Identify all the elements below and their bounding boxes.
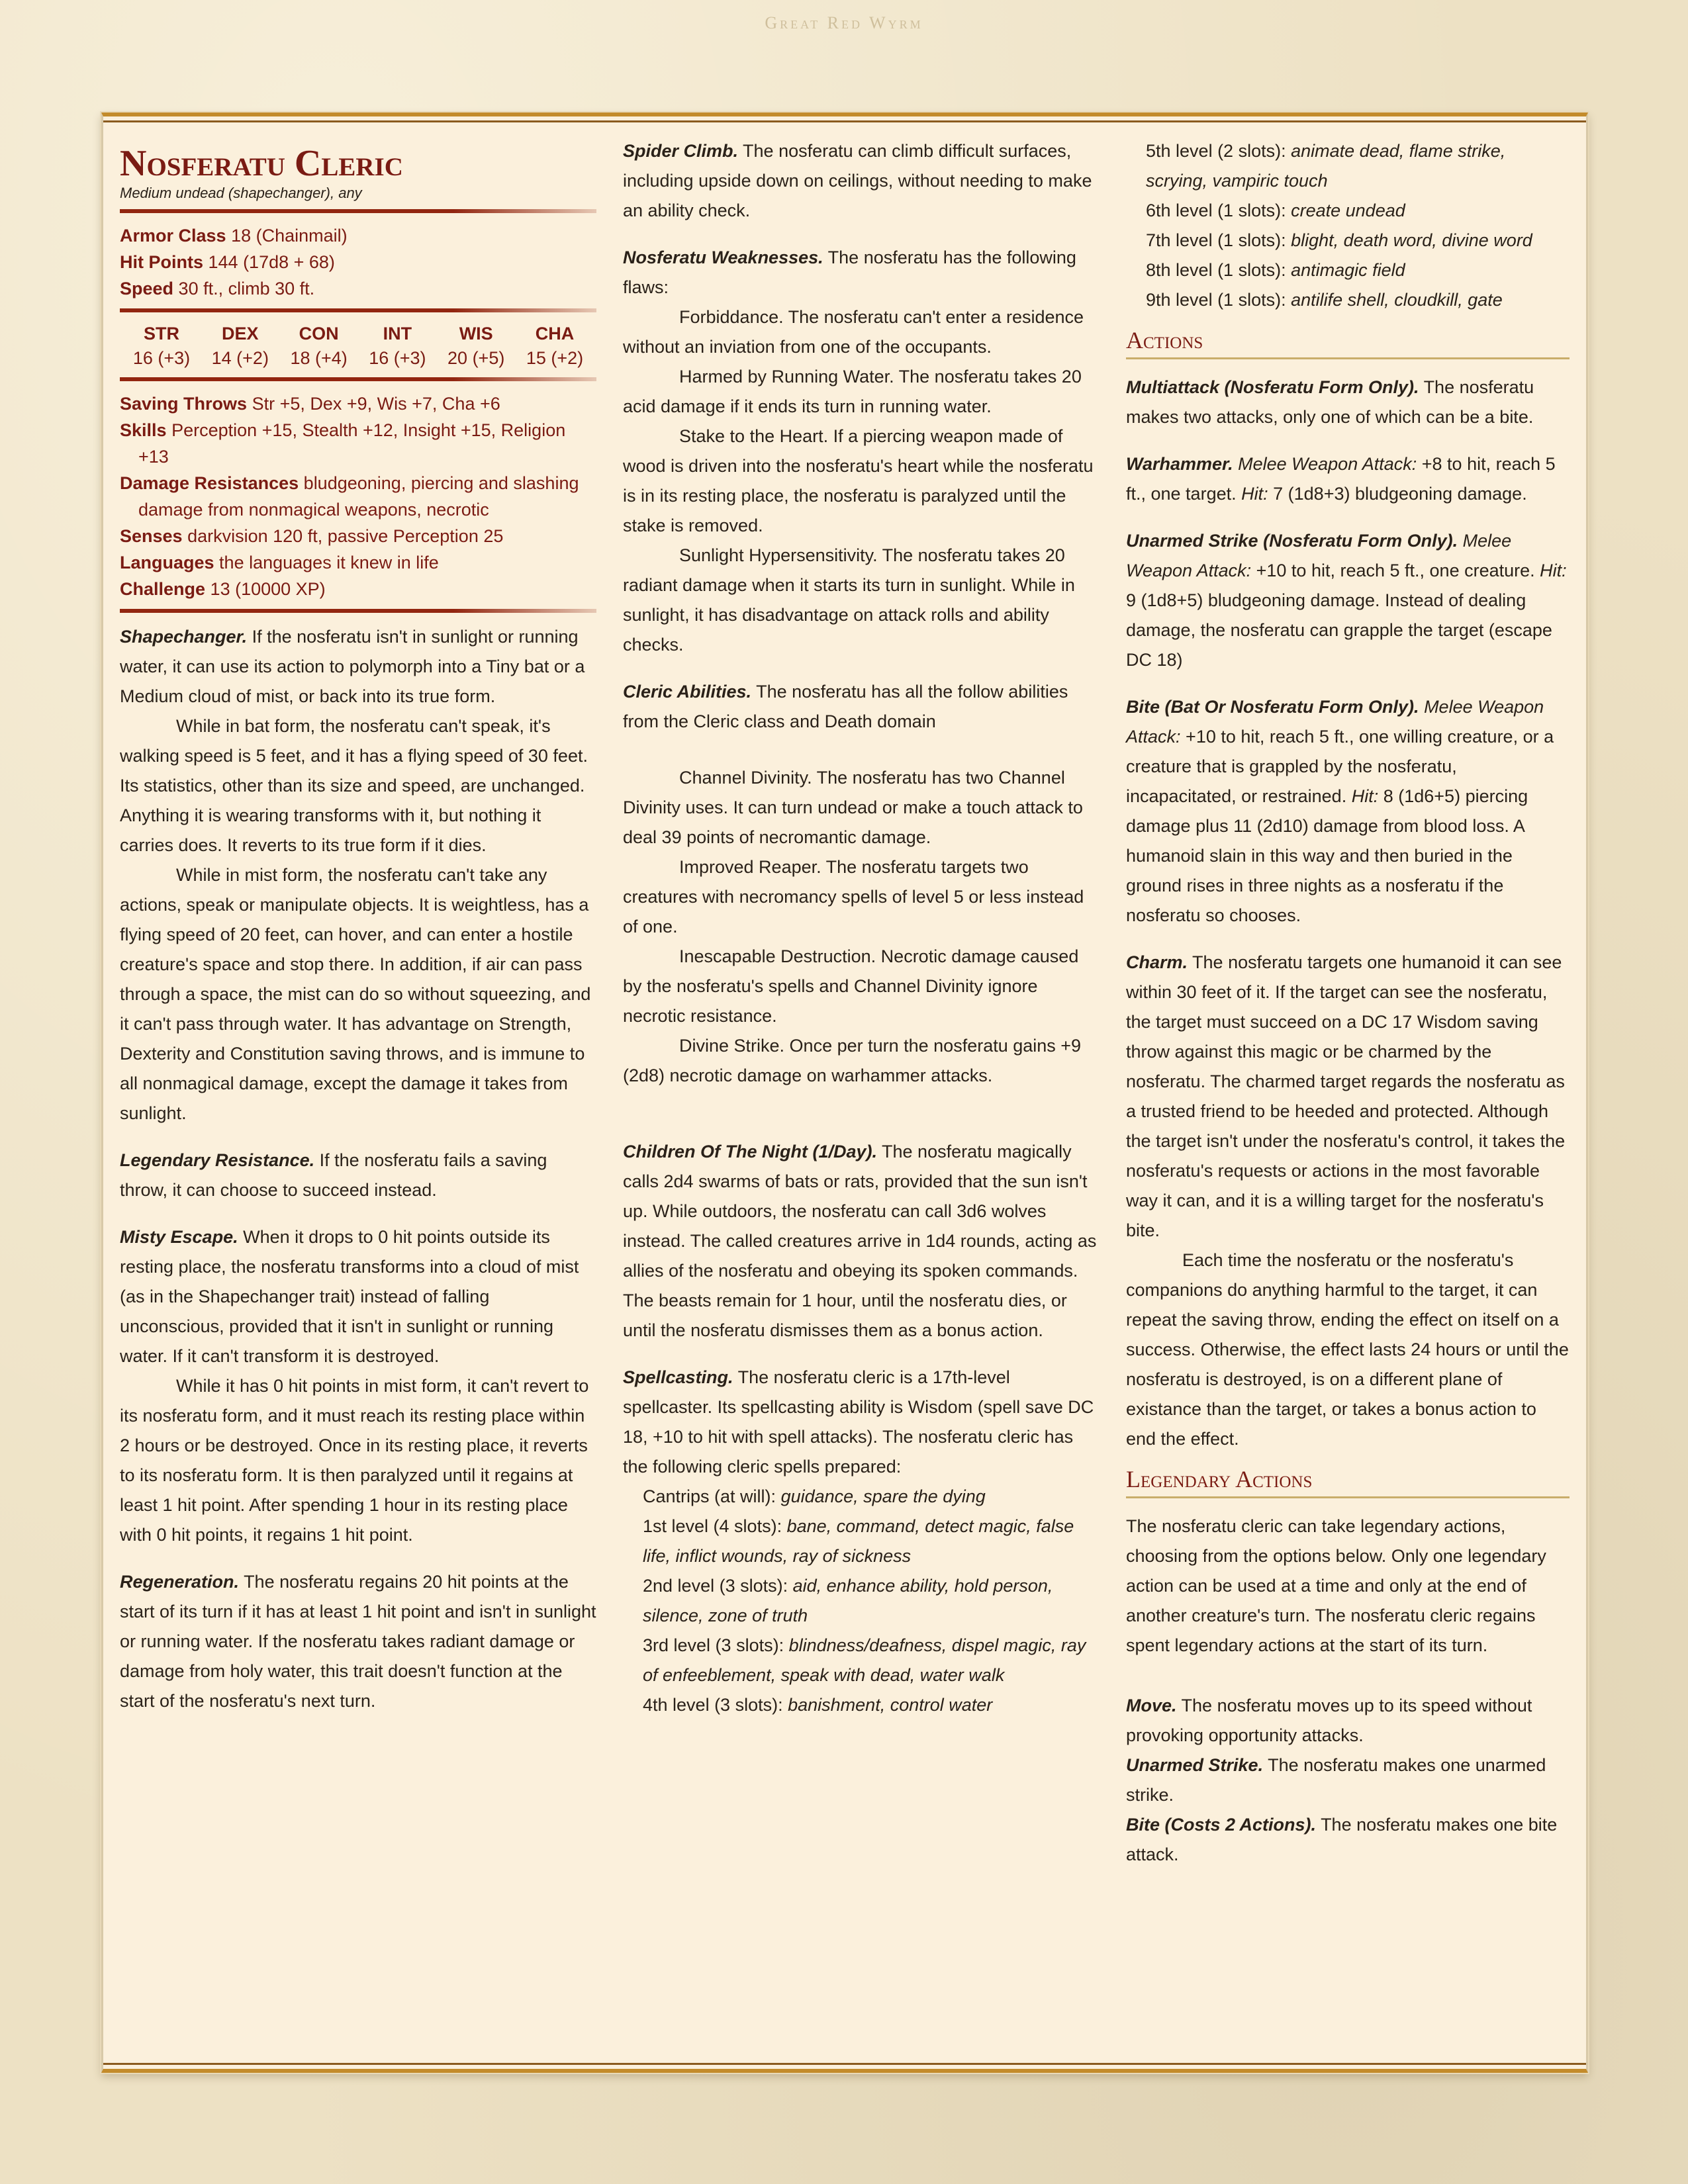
trait-text: The nosferatu magically calls 2d4 swarms of bats or rats, provided that the sun isn't up. While outdoors, the nosferatu can call 3d6 wolves instead. The called creatures arrive in 1d4 rounds, acting as allies of the nosferatu and obeying its spoken commands. The beasts remain for 1 hour, until the nosferatu dies, or until the nosferatu dismisses them as a bonus action. xyxy=(623,1142,1097,1340)
attack-text: +8 to hit, reach 5 ft., one target. xyxy=(1126,454,1556,504)
attack-type: Melee Weapon Attack: xyxy=(1238,454,1417,474)
action-multiattack xyxy=(1126,373,1570,432)
trait-shapechanger xyxy=(120,622,596,711)
damage-resistances-value: bludgeoning, piercing and slashing damage from nonmagical weapons, necrotic xyxy=(138,473,579,520)
trait-name: Children Of The Night (1/Day). xyxy=(623,1142,878,1161)
column-2 xyxy=(623,136,1100,1720)
legendary-action-name: Bite (Costs 2 Actions). xyxy=(1126,1815,1317,1835)
spell-list: create undead xyxy=(1291,201,1405,220)
spell-list: blindness/deafness, dispel magic, ray of enfeeblement, speak with dead, water walk xyxy=(643,1635,1086,1685)
trait-text: The nosferatu has the following flaws: xyxy=(623,248,1076,297)
trait-text: The nosferatu regains 20 hit points at the start of its turn if it has at least 1 hit point and isn't in sunlight or running water. If the nosferatu takes radiant damage or damage from holy water, this trait doesn't function at the start of the nosferatu's next turn. xyxy=(120,1572,596,1711)
background-header-text: Great Red Wyrm xyxy=(765,13,923,32)
trait-children-of-the-night xyxy=(623,1137,1100,1345)
legendary-action-name: Unarmed Strike. xyxy=(1126,1755,1264,1775)
trait-text: The nosferatu can climb difficult surfaces, including upside down on ceilings, without needing to make an ability check. xyxy=(623,141,1092,220)
trait-weaknesses xyxy=(623,243,1100,302)
action-unarmed-strike xyxy=(1126,526,1570,675)
action-text: The nosferatu targets one humanoid it can see within 30 feet of it. If the target can see the nosferatu, the target must succeed on a DC 17 Wisdom saving throw against this magic or be charmed by the nosferatu. The charmed target regards the nosferatu as a trusted friend to be heeded and protected. Although the target isn't under the nosferatu's control, it takes the nosferatu's requests or actions in the most favorable way it can, and it is a willing target for the nosferatu's bite. xyxy=(1126,952,1566,1240)
spell-level-label: Cantrips (at will): xyxy=(643,1486,776,1506)
damage-resistances xyxy=(120,470,596,523)
hit-label: Hit: xyxy=(1351,786,1379,806)
skills xyxy=(120,417,596,470)
trait-name: Shapechanger. xyxy=(120,627,248,647)
spell-list: antilife shell, cloudkill, gate xyxy=(1291,290,1503,310)
legendary-action-name: Move. xyxy=(1126,1696,1177,1715)
armor-class-label: Armor Class xyxy=(120,226,226,246)
ability-value: 16 (+3) xyxy=(132,348,191,368)
spell-level-label: 5th level (2 slots): xyxy=(1146,141,1286,161)
ability-scores xyxy=(120,322,596,371)
languages xyxy=(120,549,596,576)
weakness-item: Stake to the Heart. If a piercing weapon made of wood is driven into the nosferatu's heart while the nosferatu is in its resting place, the nosferatu is paralyzed until the stake is removed. xyxy=(623,426,1094,535)
monster-subtitle: Medium undead (shapechanger), any xyxy=(120,185,362,201)
hit-label: Hit: xyxy=(1241,484,1268,504)
action-warhammer xyxy=(1126,449,1570,509)
trait-name: Regeneration. xyxy=(120,1572,240,1592)
cleric-ability-item: Inescapable Destruction. Necrotic damage caused by the nosferatu's spells and Channel Divinity ignore necrotic resistance. xyxy=(623,946,1079,1026)
damage-text: 9 (1d8+5) bludgeoning damage. Instead of dealing damage, the nosferatu can grapple the target (escape DC 18) xyxy=(1126,590,1552,670)
stat-block-frame xyxy=(101,113,1588,2073)
divider xyxy=(120,609,596,613)
trait-text: When it drops to 0 hit points outside its resting place, the nosferatu transforms into a cloud of mist (as in the Shapechanger trait) instead of falling unconscious, provided that it isn't in sunlight or running water. If it can't transform it is destroyed. xyxy=(120,1227,579,1366)
attack-type: Melee Weapon Attack: xyxy=(1126,697,1544,747)
divider xyxy=(120,308,596,312)
challenge-value: 13 (10000 XP) xyxy=(210,579,326,599)
ability-value: 15 (+2) xyxy=(526,348,584,368)
trait-text: If the nosferatu fails a saving throw, it can choose to succeed instead. xyxy=(120,1150,547,1200)
legendary-bite xyxy=(1126,1810,1570,1870)
hit-label: Hit: xyxy=(1540,561,1567,580)
trait-paragraph: While it has 0 hit points in mist form, it can't revert to its nosferatu form, and it must reach its resting place within 2 hours or be destroyed. Once in its resting place, it reverts to its nosferatu form. It is then paralyzed until it regains at least 1 hit point. After spending 1 hour in its resting place with 0 hit points, it regains 1 hit point. xyxy=(120,1376,589,1545)
ability-name: CON xyxy=(299,324,339,343)
ability-name: INT xyxy=(383,324,412,343)
spell-level-line xyxy=(1126,285,1570,315)
weakness-item: Forbiddance. The nosferatu can't enter a residence without an inviation from one of the occupants. xyxy=(623,307,1084,357)
action-charm xyxy=(1126,948,1570,1246)
trait-spellcasting xyxy=(623,1363,1100,1482)
legendary-actions-heading: Legendary Actions xyxy=(1126,1465,1570,1498)
ability-value: 14 (+2) xyxy=(211,348,269,368)
spell-level-label: 2nd level (3 slots): xyxy=(643,1576,788,1596)
senses-value: darkvision 120 ft, passive Perception 25 xyxy=(187,526,504,546)
skills-label: Skills xyxy=(120,420,167,440)
senses xyxy=(120,523,596,549)
saving-throws xyxy=(120,390,596,417)
trait-spider-climb xyxy=(623,136,1100,226)
spell-level-label: 7th level (1 slots): xyxy=(1146,230,1286,250)
spell-level-label: 1st level (4 slots): xyxy=(643,1516,782,1536)
ability-cha xyxy=(518,322,591,371)
hit-points xyxy=(120,249,596,275)
action-name: Charm. xyxy=(1126,952,1188,972)
armor-class-value: 18 (Chainmail) xyxy=(231,226,348,246)
spell-level-line xyxy=(623,1571,1100,1631)
action-name: Bite (Bat Or Nosferatu Form Only). xyxy=(1126,697,1419,717)
spell-list: antimagic field xyxy=(1291,260,1405,280)
hit-points-label: Hit Points xyxy=(120,252,203,272)
spell-list: banishment, control water xyxy=(788,1695,993,1715)
trait-text: The nosferatu cleric is a 17th-level spellcaster. Its spellcasting ability is Wisdom (spell save DC 18, +10 to hit with spell attacks). The nosferatu cleric has the following cleric spells prepared: xyxy=(623,1367,1094,1477)
speed xyxy=(120,275,596,302)
damage-resistances-label: Damage Resistances xyxy=(120,473,299,493)
saving-throws-label: Saving Throws xyxy=(120,394,248,414)
divider xyxy=(120,209,596,213)
spacer xyxy=(623,737,1100,763)
trait-paragraph: While in bat form, the nosferatu can't speak, it's walking speed is 5 feet, and it has a flying speed of 30 feet. Its statistics, other than its size and speed, are unchanged. Anything it is wearing transforms with it, but nothing it carries does. It reverts to its true form if it dies. xyxy=(120,716,588,855)
speed-label: Speed xyxy=(120,279,174,298)
trait-misty-escape xyxy=(120,1222,596,1371)
action-text: The nosferatu makes two attacks, only one of which can be a bite. xyxy=(1126,377,1534,427)
ability-name: STR xyxy=(144,324,179,343)
legendary-action-text: The nosferatu makes one bite attack. xyxy=(1126,1815,1558,1864)
ability-wis xyxy=(440,322,512,371)
legendary-action-text: The nosferatu moves up to its speed without provoking opportunity attacks. xyxy=(1126,1696,1532,1745)
action-bite xyxy=(1126,692,1570,931)
challenge-label: Challenge xyxy=(120,579,206,599)
legendary-action-text: The nosferatu makes one unarmed strike. xyxy=(1126,1755,1546,1805)
senses-label: Senses xyxy=(120,526,183,546)
column-3 xyxy=(1126,136,1570,1870)
cleric-ability-item: Improved Reaper. The nosferatu targets two creatures with necromancy spells of level 5 or less instead of one. xyxy=(623,857,1084,936)
action-name: Multiattack (Nosferatu Form Only). xyxy=(1126,377,1419,397)
spell-level-line xyxy=(623,1482,1100,1512)
trait-text: If the nosferatu isn't in sunlight or running water, it can use its action to polymorph into a Tiny bat or a Medium cloud of mist, or back into its true form. xyxy=(120,627,585,706)
ability-con xyxy=(283,322,355,371)
trait-name: Nosferatu Weaknesses. xyxy=(623,248,823,267)
attack-type: Melee Weapon Attack: xyxy=(1126,531,1512,580)
spell-level-label: 3rd level (3 slots): xyxy=(643,1635,784,1655)
trait-text: The nosferatu has all the follow abilities from the Cleric class and Death domain xyxy=(623,682,1068,731)
action-paragraph: Each time the nosferatu or the nosferatu's companions do anything harmful to the target, it can repeat the saving throw, ending the effect on itself on a success. Otherwise, the effect lasts 24 hours or until the nosferatu is destroyed, is on a different plane of existance than the target, or takes a bonus action to end the effect. xyxy=(1126,1250,1569,1449)
divider xyxy=(120,377,596,381)
spell-list: blight, death word, divine word xyxy=(1291,230,1532,250)
challenge xyxy=(120,576,596,602)
cleric-ability-item: Divine Strike. Once per turn the nosferatu gains +9 (2d8) necrotic damage on warhammer attacks. xyxy=(623,1036,1082,1085)
weakness-item: Sunlight Hypersensitivity. The nosferatu takes 20 radiant damage when it starts its turn in sunlight. While in sunlight, it has disadvantage on attack rolls and ability checks. xyxy=(623,545,1075,655)
spell-level-line xyxy=(1126,196,1570,226)
spell-level-line xyxy=(623,1512,1100,1571)
legendary-intro: The nosferatu cleric can take legendary actions, choosing from the options below. Only one legendary action can be used at a time and only at the end of another creature's turn. The nosferatu cleric regains spent legendary actions at the start of its turn. xyxy=(1126,1516,1546,1655)
skills-value: Perception +15, Stealth +12, Insight +15, Religion +13 xyxy=(138,420,566,467)
hit-points-value: 144 (17d8 + 68) xyxy=(208,252,335,272)
spell-level-line xyxy=(1126,136,1570,196)
legendary-unarmed-strike xyxy=(1126,1751,1570,1810)
ability-name: CHA xyxy=(535,324,575,343)
ability-value: 18 (+4) xyxy=(290,348,348,368)
trait-name: Legendary Resistance. xyxy=(120,1150,315,1170)
ability-name: DEX xyxy=(222,324,259,343)
spell-level-label: 9th level (1 slots): xyxy=(1146,290,1286,310)
trait-paragraph: While in mist form, the nosferatu can't take any actions, speak or manipulate objects. It is weightless, has a flying speed of 20 feet, can hover, and can enter a hostile creature's space and stop there. In addition, if air can pass through a space, the mist can do so without squeezing, and it can't pass through water. It has advantage on Strength, Dexterity and Constitution saving throws, and is immune to all nonmagical damage, except the damage it takes from sunlight. xyxy=(120,865,591,1123)
action-name: Unarmed Strike (Nosferatu Form Only). xyxy=(1126,531,1458,551)
spell-level-line xyxy=(623,1690,1100,1720)
damage-text: 7 (1d8+3) bludgeoning damage. xyxy=(1273,484,1527,504)
spell-list: guidance, spare the dying xyxy=(780,1486,986,1506)
saving-throws-value: Str +5, Dex +9, Wis +7, Cha +6 xyxy=(252,394,500,414)
spell-level-line xyxy=(1126,255,1570,285)
weakness-item: Harmed by Running Water. The nosferatu takes 20 acid damage if it ends its turn in running water. xyxy=(623,367,1082,416)
spacer xyxy=(1126,1678,1570,1691)
ability-int xyxy=(361,322,434,371)
trait-name: Cleric Abilities. xyxy=(623,682,752,702)
spell-list: animate dead, flame strike, scrying, vampiric touch xyxy=(1146,141,1506,191)
spell-level-line xyxy=(623,1631,1100,1690)
speed-value: 30 ft., climb 30 ft. xyxy=(178,279,315,298)
trait-legendary-resistance xyxy=(120,1146,596,1205)
languages-label: Languages xyxy=(120,553,214,572)
spell-level-label: 4th level (3 slots): xyxy=(643,1695,783,1715)
trait-name: Misty Escape. xyxy=(120,1227,238,1247)
damage-text: 8 (1d6+5) piercing damage plus 11 (2d10) damage from blood loss. A humanoid slain in this way and then buried in the ground rises in three nights as a nosferatu if the nosferatu so chooses. xyxy=(1126,786,1528,925)
actions-heading: Actions xyxy=(1126,326,1570,359)
ability-str xyxy=(125,322,198,371)
monster-name: Nosferatu Cleric xyxy=(120,143,403,184)
armor-class xyxy=(120,222,596,249)
spell-level-label: 6th level (1 slots): xyxy=(1146,201,1286,220)
attack-text: +10 to hit, reach 5 ft., one creature. xyxy=(1256,561,1535,580)
trait-name: Spellcasting. xyxy=(623,1367,733,1387)
ability-name: WIS xyxy=(459,324,493,343)
languages-value: the languages it knew in life xyxy=(219,553,439,572)
spell-level-line xyxy=(1126,226,1570,255)
ability-value: 20 (+5) xyxy=(447,348,505,368)
legendary-move xyxy=(1126,1691,1570,1751)
attack-text: +10 to hit, reach 5 ft., one willing creature, or a creature that is grappled by the nosferatu, incapacitated, or restrained. xyxy=(1126,727,1554,806)
spacer xyxy=(623,1091,1100,1137)
trait-cleric-abilities xyxy=(623,677,1100,737)
trait-regeneration xyxy=(120,1567,596,1716)
ability-dex xyxy=(204,322,277,371)
action-name: Warhammer. xyxy=(1126,454,1233,474)
cleric-ability-item: Channel Divinity. The nosferatu has two Channel Divinity uses. It can turn undead or make a touch attack to deal 39 points of necromantic damage. xyxy=(623,768,1083,847)
spell-list: aid, enhance ability, hold person, silence, zone of truth xyxy=(643,1576,1053,1625)
column-1 xyxy=(120,136,596,1733)
spell-level-label: 8th level (1 slots): xyxy=(1146,260,1286,280)
trait-name: Spider Climb. xyxy=(623,141,739,161)
spell-list: bane, command, detect magic, false life, inflict wounds, ray of sickness xyxy=(643,1516,1074,1566)
ability-value: 16 (+3) xyxy=(369,348,426,368)
